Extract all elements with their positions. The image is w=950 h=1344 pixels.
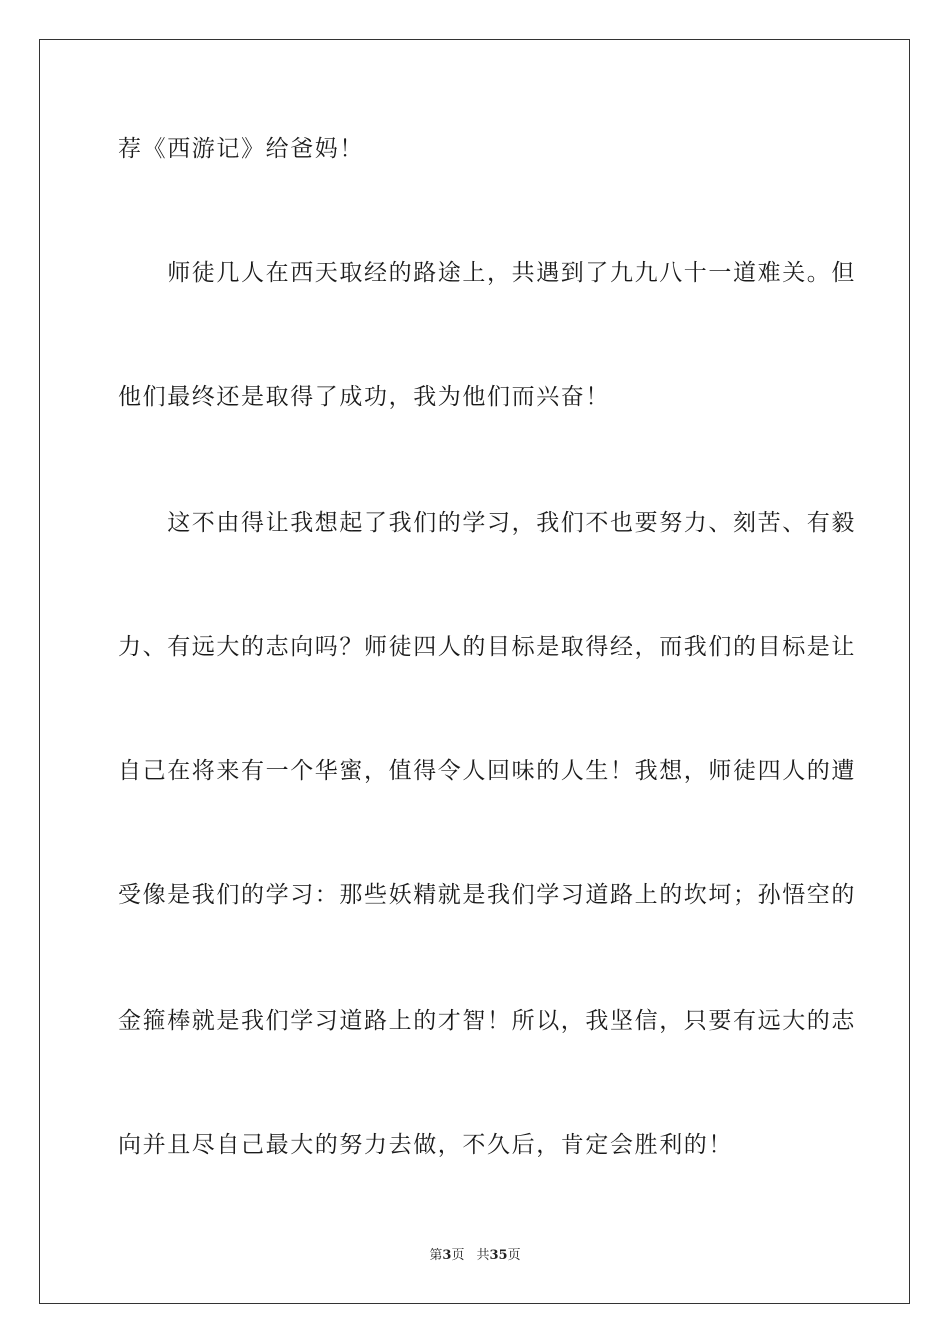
text-line: 自己在将来有一个华蜜，值得令人回味的人生！我想，师徒四人的遭	[118, 758, 856, 784]
total-suffix: 页	[507, 1248, 521, 1263]
page-footer	[0, 1247, 950, 1265]
page-border	[39, 39, 910, 1304]
page-prefix: 第	[429, 1248, 443, 1263]
page-number: 3	[442, 1248, 452, 1263]
text-line: 这不由得让我想起了我们的学习，我们不也要努力、刻苦、有毅	[118, 510, 856, 536]
text-line: 他们最终还是取得了成功，我为他们而兴奋！	[118, 384, 610, 410]
text-line: 金箍棒就是我们学习道路上的才智！所以，我坚信，只要有远大的志	[118, 1008, 856, 1034]
page-suffix: 页	[451, 1248, 465, 1263]
text-line: 荐《西游记》给爸妈！	[118, 136, 364, 162]
text-line: 力、有远大的志向吗？师徒四人的目标是取得经，而我们的目标是让	[118, 634, 856, 660]
total-pages: 35	[489, 1248, 508, 1263]
total-prefix: 共	[476, 1248, 490, 1263]
text-line: 受像是我们的学习：那些妖精就是我们学习道路上的坎坷；孙悟空的	[118, 882, 856, 908]
text-line: 师徒几人在西天取经的路途上，共遇到了九九八十一道难关。但	[118, 260, 856, 286]
text-line: 向并且尽自己最大的努力去做，不久后，肯定会胜利的！	[118, 1132, 733, 1158]
